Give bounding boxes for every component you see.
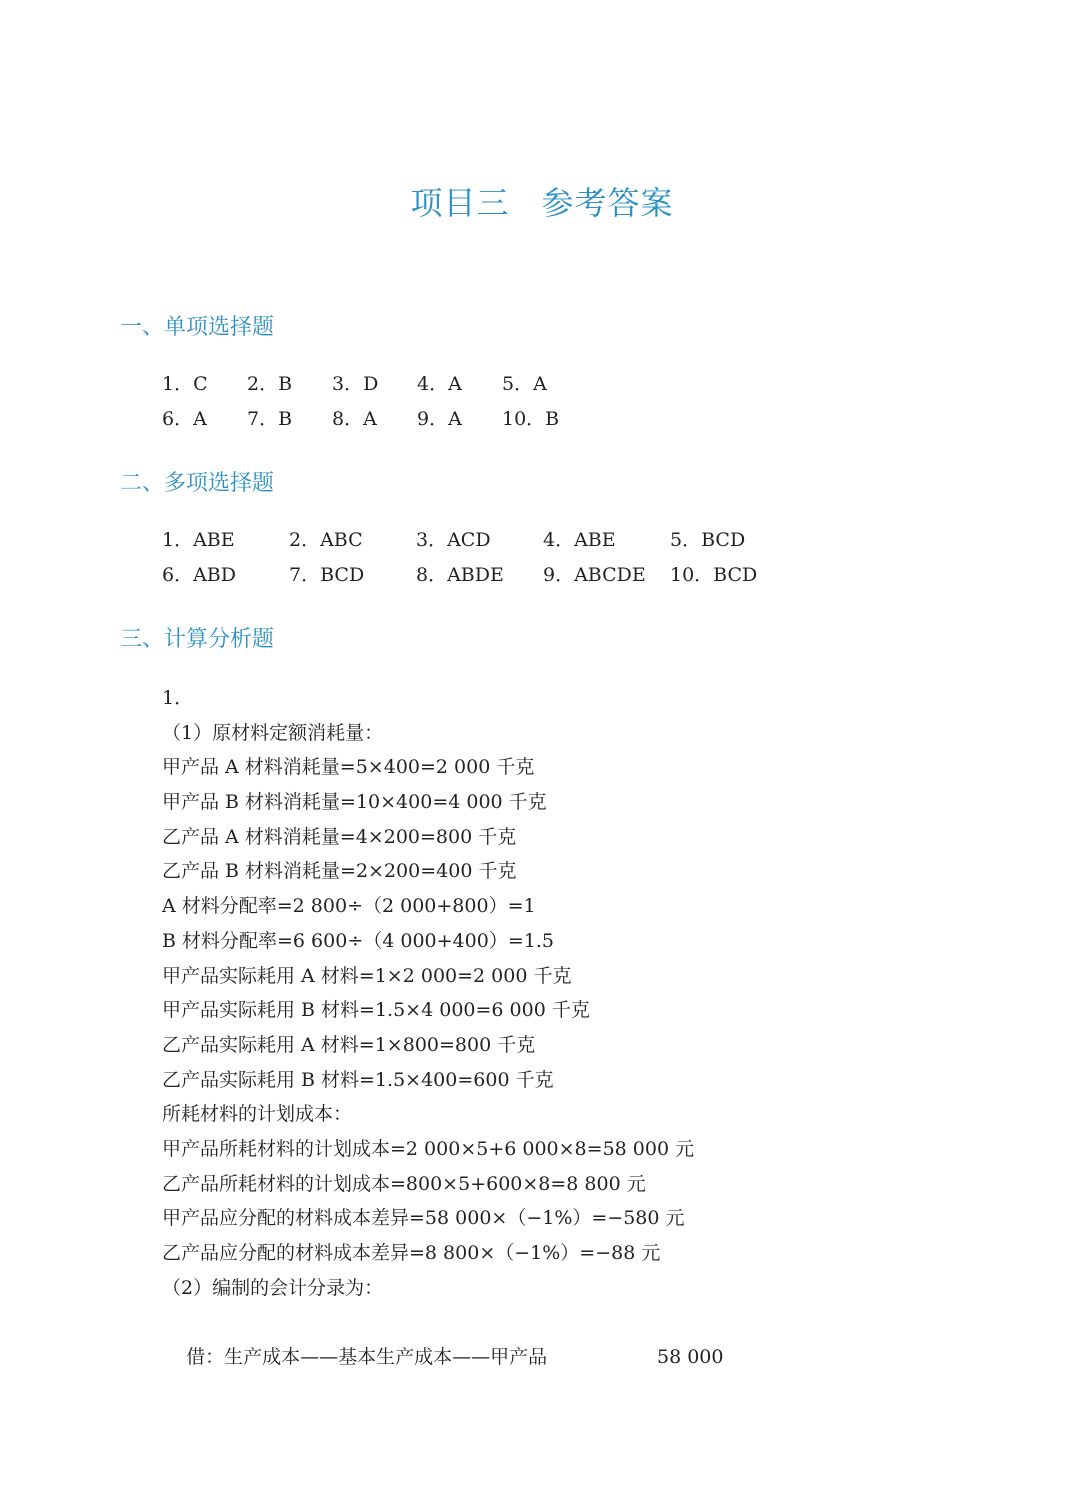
answer-item: 5．BCD bbox=[670, 529, 746, 551]
section-heading-calc: 三、计算分析题 bbox=[120, 627, 275, 652]
answer-item: 9．A bbox=[417, 408, 462, 430]
text-line: 甲产品 B 材料消耗量=10×400=4 000 千克 bbox=[162, 791, 547, 814]
page-title bbox=[0, 178, 1084, 224]
answer-item: 6．A bbox=[162, 408, 207, 430]
multi-choice-answers bbox=[162, 523, 797, 593]
text-line: 乙产品 A 材料消耗量=4×200=800 千克 bbox=[162, 825, 517, 848]
text-line: 甲产品应分配的材料成本差异=58 000×（−1%）=−580 元 bbox=[162, 1207, 685, 1230]
text-line: 甲产品所耗材料的计划成本=2 000×5+6 000×8=58 000 元 bbox=[162, 1137, 695, 1160]
text-line: 1． bbox=[162, 687, 194, 709]
title-part1: 项目三 bbox=[410, 184, 510, 222]
journal-entry-label: 借：生产成本——基本生产成本——甲产品 bbox=[186, 1346, 548, 1369]
answer-item: 1．ABE bbox=[162, 529, 235, 551]
answer-item: 8．ABDE bbox=[416, 564, 504, 586]
answer-item: 4．A bbox=[417, 373, 462, 395]
section-heading-multi: 二、多项选择题 bbox=[120, 471, 275, 496]
text-line: 甲产品实际耗用 B 材料=1.5×4 000=6 000 千克 bbox=[162, 999, 590, 1022]
text-line: 所耗材料的计划成本： bbox=[162, 1103, 353, 1126]
journal-entry-line bbox=[162, 1305, 724, 1369]
text-line: B 材料分配率=6 600÷（4 000+400）=1.5 bbox=[162, 929, 554, 952]
text-line: 甲产品实际耗用 A 材料=1×2 000=2 000 千克 bbox=[162, 964, 572, 987]
text-line: 乙产品实际耗用 B 材料=1.5×400=600 千克 bbox=[162, 1068, 554, 1091]
single-choice-answers bbox=[162, 367, 587, 437]
answer-item: 7．BCD bbox=[289, 564, 365, 586]
answer-item: 10．BCD bbox=[670, 564, 758, 586]
text-line: （2）编制的会计分录为： bbox=[162, 1276, 384, 1299]
text-line: A 材料分配率=2 800÷（2 000+800）=1 bbox=[162, 895, 536, 918]
journal-entry-amount: 58 000 bbox=[657, 1346, 724, 1369]
calc-answer-body bbox=[162, 681, 724, 1369]
answer-row bbox=[162, 367, 587, 402]
answer-item: 1．C bbox=[162, 373, 208, 395]
answer-row bbox=[162, 402, 587, 437]
text-line: 乙产品应分配的材料成本差异=8 800×（−1%）=−88 元 bbox=[162, 1242, 661, 1264]
answer-item: 9．ABCDE bbox=[543, 564, 646, 586]
answer-item: 7．B bbox=[247, 408, 293, 430]
answer-item: 3．D bbox=[332, 373, 379, 395]
answer-item: 2．B bbox=[247, 373, 293, 395]
answer-item: 2．ABC bbox=[289, 529, 363, 551]
text-line: 乙产品所耗材料的计划成本=800×5+600×8=8 800 元 bbox=[162, 1172, 646, 1195]
answer-item: 4．ABE bbox=[543, 529, 616, 551]
answer-row bbox=[162, 523, 797, 558]
answer-item: 10．B bbox=[502, 408, 560, 430]
answer-row bbox=[162, 558, 797, 593]
text-line: 乙产品 B 材料消耗量=2×200=400 千克 bbox=[162, 860, 517, 883]
answer-item: 8．A bbox=[332, 408, 377, 430]
text-line: （1）原材料定额消耗量： bbox=[162, 721, 384, 744]
section-heading-single: 一、单项选择题 bbox=[120, 315, 275, 340]
answer-item: 3．ACD bbox=[416, 529, 491, 551]
text-line: 甲产品 A 材料消耗量=5×400=2 000 千克 bbox=[162, 756, 535, 779]
answer-item: 6．ABD bbox=[162, 564, 237, 586]
title-part2: 参考答案 bbox=[541, 184, 674, 222]
text-line: 乙产品实际耗用 A 材料=1×800=800 千克 bbox=[162, 1033, 536, 1056]
answer-item: 5．A bbox=[502, 373, 547, 395]
